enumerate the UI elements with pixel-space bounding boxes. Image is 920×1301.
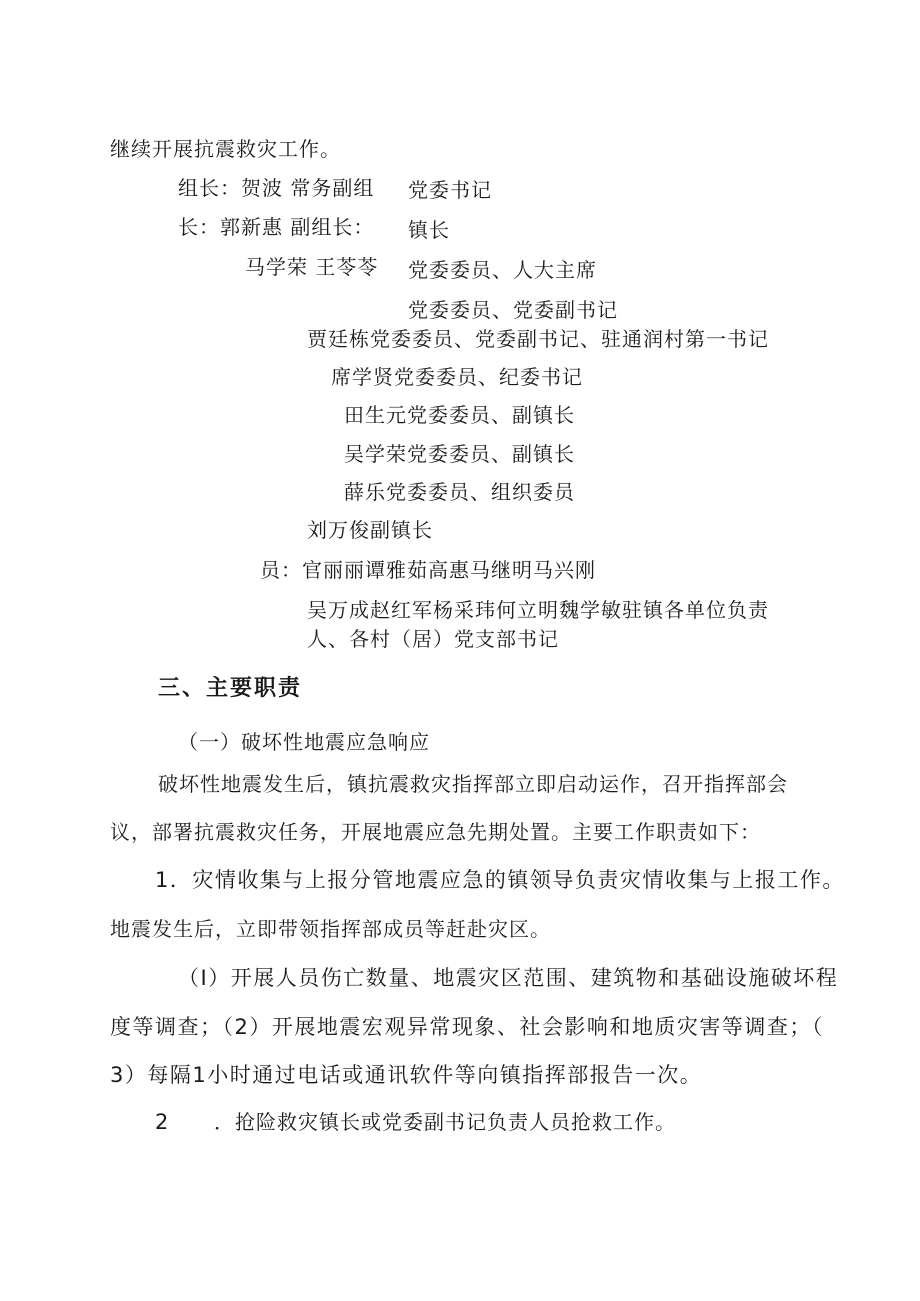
item-detail-line: 度等调查；（2）开展地震宏观异常现象、社会影响和地质灾害等调查；（ (110, 1015, 824, 1039)
item-detail-line: 3）每隔1小时通过电话或通讯软件等向镇指挥部报告一次。 (110, 1063, 703, 1087)
title-deputy-secretary: 党委委员、党委副书记 (408, 298, 618, 322)
title-party-secretary: 党委书记 (408, 178, 492, 202)
member-line: 薛乐党委委员、组织委员 (344, 480, 575, 504)
title-mayor: 镇长 (408, 218, 450, 242)
staff-line: 吴万成赵红军杨采玮何立明魏学敏驻镇各单位负责 (307, 598, 769, 622)
intro-line: 继续开展抗震救灾工作。 (110, 137, 341, 161)
item-line: ．抢险救灾镇长或党委副书记负责人员抢救工作。 (214, 1110, 676, 1134)
member-line: 吴学荣党委委员、副镇长 (344, 442, 575, 466)
paragraph-line: 破坏性地震发生后，镇抗震救灾指挥部立即启动运作，召开指挥部会 (158, 772, 788, 796)
group-leader-line: 组长：贺波 常务副组 (178, 176, 375, 200)
member-line: 田生元党委委员、副镇长 (344, 403, 575, 427)
item-line: 1．灾情收集与上报分管地震应急的镇领导负责灾情收集与上报工作。 (155, 868, 845, 892)
staff-line: 员：官丽丽谭雅茹高惠马继明马兴刚 (260, 558, 596, 582)
title-npc-chair: 党委委员、人大主席 (408, 258, 597, 282)
paragraph-line: 议，部署抗震救灾任务，开展地震应急先期处置。主要工作职责如下： (110, 820, 761, 844)
item-line: 地震发生后，立即带领指挥部成员等赶赴灾区。 (110, 917, 551, 941)
item-number: 2 (155, 1110, 170, 1134)
group-deputy-line: 长：郭新惠 副组长： (178, 215, 375, 239)
group-deputy-names: 马学荣 王苓苓 (245, 255, 379, 279)
subsection-heading: （一）破坏性地震应急响应 (178, 730, 430, 754)
member-line: 刘万俊副镇长 (307, 518, 433, 542)
staff-line: 人、各村（居）党支部书记 (307, 627, 559, 651)
member-line: 贾廷栋党委委员、党委副书记、驻通润村第一书记 (307, 327, 769, 351)
item-detail-line: （I）开展人员伤亡数量、地震灾区范围、建筑物和基础设施破坏程 (178, 966, 839, 990)
member-line: 席学贤党委委员、纪委书记 (331, 365, 583, 389)
section-heading: 三、主要职责 (158, 676, 303, 701)
